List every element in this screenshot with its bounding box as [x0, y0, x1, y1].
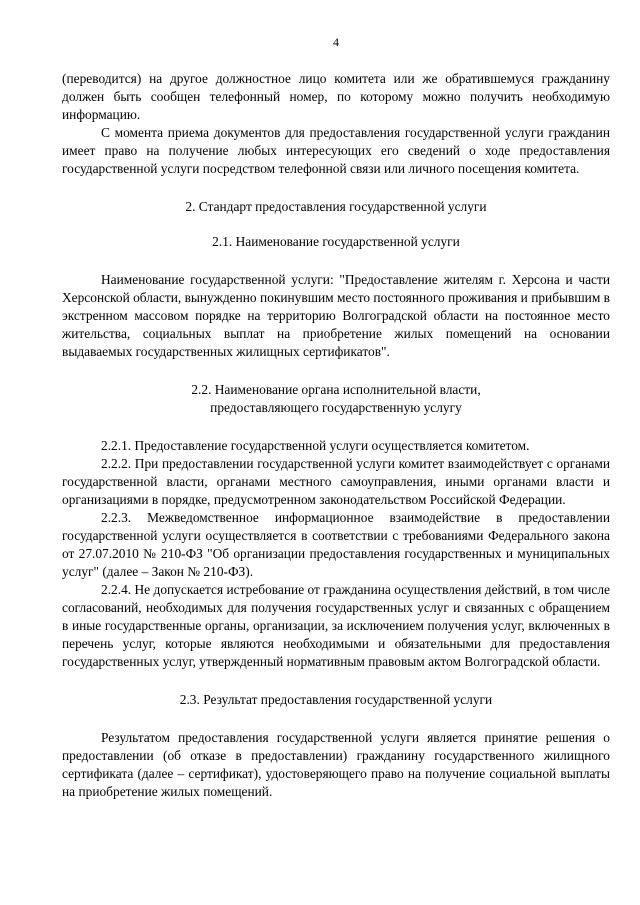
intro-paragraph-2: С момента приема документов для предоставления государственной услуги гражданин имеет право на получение любых интересующих его сведений о ходе предоставления государственной услуги посредством телефонной связи или личного посещения комитета. [62, 125, 610, 176]
section-2-2-1-paragraph: 2.2.1. Предоставление государственной услуги осуществляется комитетом. [101, 438, 530, 453]
page-number: 4 [333, 35, 339, 49]
section-2-3-paragraph: Результатом предоставления государственной услуги является принятие решения о предоставлении (об отказе в предоставлении) гражданину государственного жилищного сертификата (далее – сертификат), удостоверяющего право на получение социальной выплаты на приобретение жилых помещений. [62, 730, 610, 799]
section-2-1-heading: 2.1. Наименование государственной услуги [212, 234, 460, 249]
section-2-2-heading [62, 381, 610, 417]
section-2-2-heading-line-1: 2.2. Наименование органа исполнительной власти, [191, 382, 481, 397]
section-2-2-3-paragraph: 2.2.3. Межведомственное информационное взаимодействие в предоставлении государственной услуги осуществляется в соответствии с требованиями Федерального закона от 27.07.2010 № 210-ФЗ "Об организации предоставления государственных и муниципальных услуг" (далее – Закон № 210-ФЗ). [62, 510, 610, 579]
section-2-2-heading-line-2: предоставляющего государственную услугу [210, 400, 462, 415]
section-2-1-paragraph: Наименование государственной услуги: "Предоставление жителям г. Херсона и части Херсонской области, вынужденно покинувшим место постоянного проживания и прибывшим в экстренном массовом порядке на территорию Волгоградской области на постоянное место жительства, социальных выплат на приобретение жилых помещений на основании выдаваемых государственных жилищных сертификатов". [62, 272, 610, 359]
intro-paragraph-1: (переводится) на другое должностное лицо комитета или же обратившемуся гражданину должен быть сообщен телефонный номер, по которому можно получить необходимую информацию. [62, 71, 610, 122]
section-2-heading: 2. Стандарт предоставления государственной услуги [185, 199, 487, 214]
section-2-2-2-paragraph: 2.2.2. При предоставлении государственной услуги комитет взаимодействует с органами государственной власти, органами местного самоуправления, иными органами власти и организациями в порядке, предусмотренном законодательством Российской Федерации. [62, 456, 610, 507]
section-2-2-4-paragraph: 2.2.4. Не допускается истребование от гражданина осуществления действий, в том числе согласований, необходимых для получения государственных услуг и связанных с обращением в иные государственные органы, организации, за исключением получения услуг, включенных в перечень услуг, которые являются необходимыми и обязательными для предоставления государственных услуг, утвержденный нормативным правовым актом Волгоградской области. [62, 582, 610, 669]
document-page [62, 34, 610, 801]
section-2-3-heading: 2.3. Результат предоставления государственной услуги [179, 692, 493, 707]
